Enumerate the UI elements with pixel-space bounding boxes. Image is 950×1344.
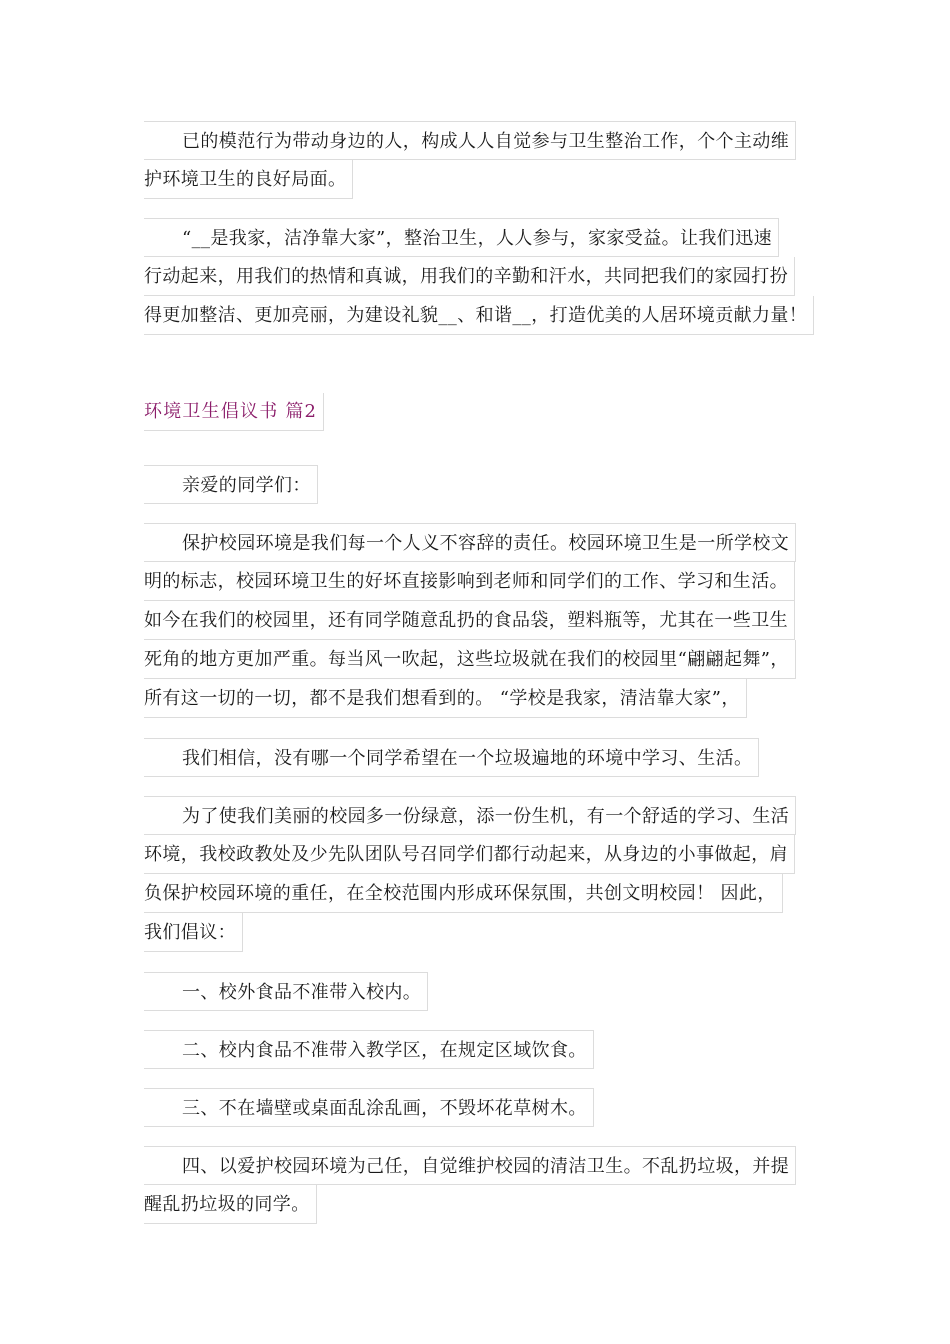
text-line: 护环境卫生的良好局面。 bbox=[144, 160, 353, 199]
proposal-2 bbox=[144, 1030, 806, 1069]
text-line: 如今在我们的校园里，还有同学随意乱扔的食品袋，塑料瓶等，尤其在一些卫生 bbox=[144, 601, 795, 640]
proposal-3 bbox=[144, 1088, 806, 1127]
text-line: “__是我家，洁净靠大家”，整治卫生，人人参与，家家受益。让我们迅速 bbox=[144, 218, 779, 257]
text-line: 二、校内食品不准带入教学区，在规定区域饮食。 bbox=[144, 1030, 594, 1069]
text-line: 死角的地方更加严重。每当风一吹起，这些垃圾就在我们的校园里“翩翩起舞”， bbox=[144, 640, 796, 679]
paragraph-2 bbox=[144, 218, 806, 335]
text-line: 明的标志，校园环境卫生的好坏直接影响到老师和同学们的工作、学习和生活。 bbox=[144, 562, 795, 601]
text-line: 三、不在墙壁或桌面乱涂乱画，不毁坏花草树木。 bbox=[144, 1088, 594, 1127]
text-line: 我们相信，没有哪一个同学希望在一个垃圾遍地的环境中学习、生活。 bbox=[144, 738, 759, 777]
paragraph-6 bbox=[144, 796, 806, 952]
text-line: 四、以爱护校园环境为己任，自觉维护校园的清洁卫生。不乱扔垃圾，并提 bbox=[144, 1146, 796, 1185]
text-line: 所有这一切的一切，都不是我们想看到的。 “学校是我家，清洁靠大家”， bbox=[144, 679, 747, 718]
text-line: 我们倡议： bbox=[144, 913, 243, 952]
text-line: 醒乱扔垃圾的同学。 bbox=[144, 1185, 317, 1224]
text-line: 亲爱的同学们： bbox=[144, 465, 318, 504]
proposal-4 bbox=[144, 1146, 806, 1224]
text-line: 一、校外食品不准带入校内。 bbox=[144, 972, 428, 1011]
paragraph-5 bbox=[144, 738, 806, 777]
text-line: 负保护校园环境的重任，在全校范围内形成环保氛围，共创文明校园！ 因此， bbox=[144, 874, 783, 913]
salutation bbox=[144, 465, 806, 504]
paragraph-1 bbox=[144, 121, 806, 199]
text-line: 已的模范行为带动身边的人，构成人人自觉参与卫生整治工作，个个主动维 bbox=[144, 121, 796, 160]
section-title: 环境卫生倡议书 篇2 bbox=[144, 393, 324, 431]
text-line: 行动起来，用我们的热情和真诚，用我们的辛勤和汗水，共同把我们的家园打扮 bbox=[144, 257, 795, 296]
paragraph-4 bbox=[144, 523, 806, 718]
text-line: 保护校园环境是我们每一个人义不容辞的责任。校园环境卫生是一所学校文 bbox=[144, 523, 796, 562]
proposal-1 bbox=[144, 972, 806, 1011]
text-line: 为了使我们美丽的校园多一份绿意，添一份生机，有一个舒适的学习、生活 bbox=[144, 796, 796, 835]
text-line: 环境，我校政教处及少先队团队号召同学们都行动起来，从身边的小事做起，肩 bbox=[144, 835, 795, 874]
text-line: 得更加整洁、更加亮丽，为建设礼貌__、和谐__，打造优美的人居环境贡献力量！ bbox=[144, 296, 814, 335]
